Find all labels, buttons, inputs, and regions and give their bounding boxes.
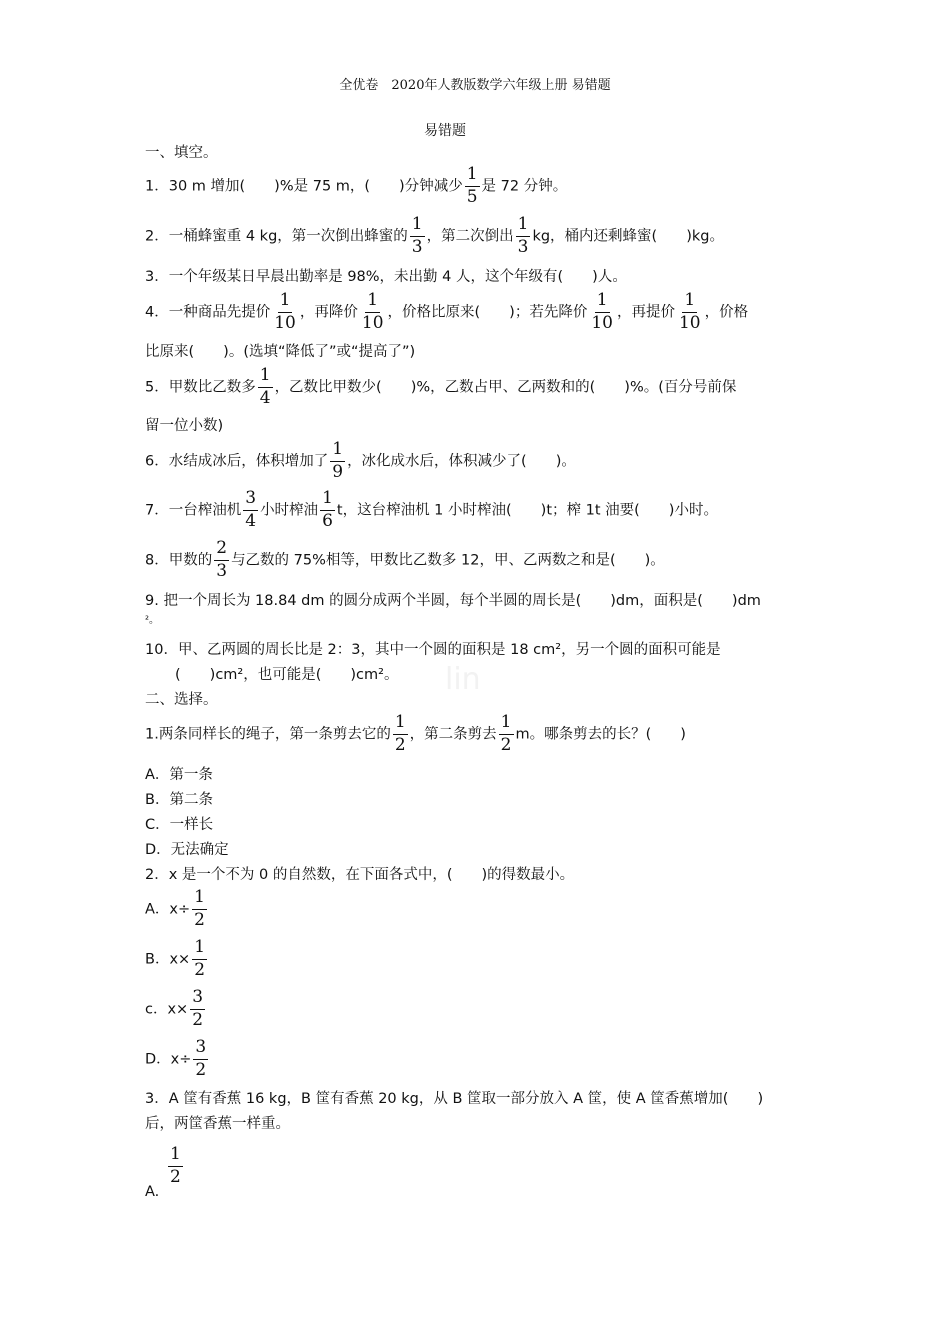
fraction: $\frac{1}{2}$ [500,712,512,755]
fraction: $\frac{1}{4}$ [259,365,271,408]
option-d: D．无法确定 [145,842,229,858]
question-8: 8．甲数的 $\frac{2}{3}$ 与乙数的 75%相等，甲数比乙数多 12，甲、乙两数之和是( )。 [145,538,665,581]
choice-question-3-line2: 后，两筐香蕉一样重。 [145,1116,290,1132]
section-choice-heading: 二、选择。 [145,692,218,708]
page-title: 易错题 [424,123,466,139]
fraction: $\frac{1}{2}$ [194,887,205,930]
question-10: 10．甲、乙两圆的周长比是 2：3，其中一个圆的面积是 18 cm²，另一个圆的面积可能是 [145,642,721,658]
page-header: 全优卷 2020年人教版数学六年级上册 易错题 [339,78,611,93]
question-10-line2: ( )cm²，也可能是( )cm²。 [175,667,399,683]
fraction: $\frac{2}{3}$ [216,538,228,581]
option-b: B．第二条 [145,792,213,808]
fraction: $\frac{1}{6}$ [322,488,333,531]
fraction: $\frac{1}{10}$ [591,290,613,333]
question-5-line2: 留一位小数) [145,418,224,434]
question-5: 5．甲数比乙数多 $\frac{1}{4}$ ，乙数比甲数少( )%，乙数占甲、乙两数和的( )%。(百分号前保 [145,365,737,408]
question-4-line2: 比原来( )。(选填“降低了”或“提高了”) [145,344,416,360]
question-9-line2: ²。 [145,615,160,626]
option-a-label: A. [145,1184,160,1200]
option-a: A．第一条 [145,767,213,783]
option-a-fraction [166,1146,185,1187]
question-3: 3．一个年级某日早晨出勤率是 98%，未出勤 4 人，这个年级有( )人。 [145,269,627,285]
fraction: $\frac{1}{10}$ [274,290,296,333]
option-c: c．x× $\frac{3}{2}$ [145,987,204,1030]
fraction: $\frac{1}{2}$ [394,712,406,755]
fraction: $\frac{3}{2}$ [192,987,204,1030]
option-c: C．一样长 [145,817,214,833]
watermark: lin [445,662,481,697]
fraction: $\frac{1}{9}$ [332,439,344,482]
choice-question-2: 2．x 是一个不为 0 的自然数，在下面各式中，( )的得数最小。 [145,867,575,883]
choice-question-1: 1.两条同样长的绳子，第一条剪去它的 $\frac{1}{2}$ ，第二条剪去 $\frac{1}{2}$ m。哪条剪去的长？( ) [145,712,686,755]
question-7: 7．一台榨油机 $\frac{3}{4}$ 小时榨油 $\frac{1}{6}$ t，这台榨油机 1 小时榨油( )t；榨 1t 油要( )小时。 [145,488,718,531]
fraction: $\frac{1}{5}$ [466,164,478,207]
fraction: $\frac{1}{3}$ [517,214,529,257]
question-2: 2．一桶蜂蜜重 4 kg，第一次倒出蜂蜜的 $\frac{1}{3}$ ，第二次倒出 $\frac{1}{3}$ kg，桶内还剩蜂蜜( )kg。 [145,214,724,257]
option-a: A．x÷ $\frac{1}{2}$ [145,887,205,930]
question-9: 9. 把一个周长为 18.84 dm 的圆分成两个半圆，每个半圆的周长是( )dm，面积是( )dm [145,593,761,609]
fraction: $\frac{1}{2}$ [170,1144,181,1187]
option-b: B．x× $\frac{1}{2}$ [145,937,206,980]
choice-question-3: 3．A 筐有香蕉 16 kg，B 筐有香蕉 20 kg，从 B 筐取一部分放入 A 筐，使 A 筐香蕉增加( ) [145,1091,764,1107]
fraction: $\frac{1}{10}$ [678,290,701,333]
fraction: $\frac{3}{4}$ [245,488,257,531]
section-fill-blank-heading: 一、填空。 [145,145,218,161]
question-1: 1．30 m 增加( )%是 75 m，( )分钟减少 $\frac{1}{5}$ 是 72 分钟。 [145,164,568,207]
fraction: $\frac{1}{2}$ [194,937,206,980]
fraction: $\frac{1}{3}$ [411,214,423,257]
question-6: 6．水结成冰后，体积增加了 $\frac{1}{9}$ ，冰化成水后，体积减少了( )。 [145,439,576,482]
fraction: $\frac{1}{10}$ [361,290,384,333]
question-4: 4．一种商品先提价 $\frac{1}{10}$ ，再降价 $\frac{1}{10}$ ，价格比原来( )；若先降价 $\frac{1}{10}$ ，再提价 $\frac{1}{10}$ ，价格 [145,290,749,333]
fraction: $\frac{3}{2}$ [195,1037,207,1080]
option-d: D．x÷ $\frac{3}{2}$ [145,1037,207,1080]
